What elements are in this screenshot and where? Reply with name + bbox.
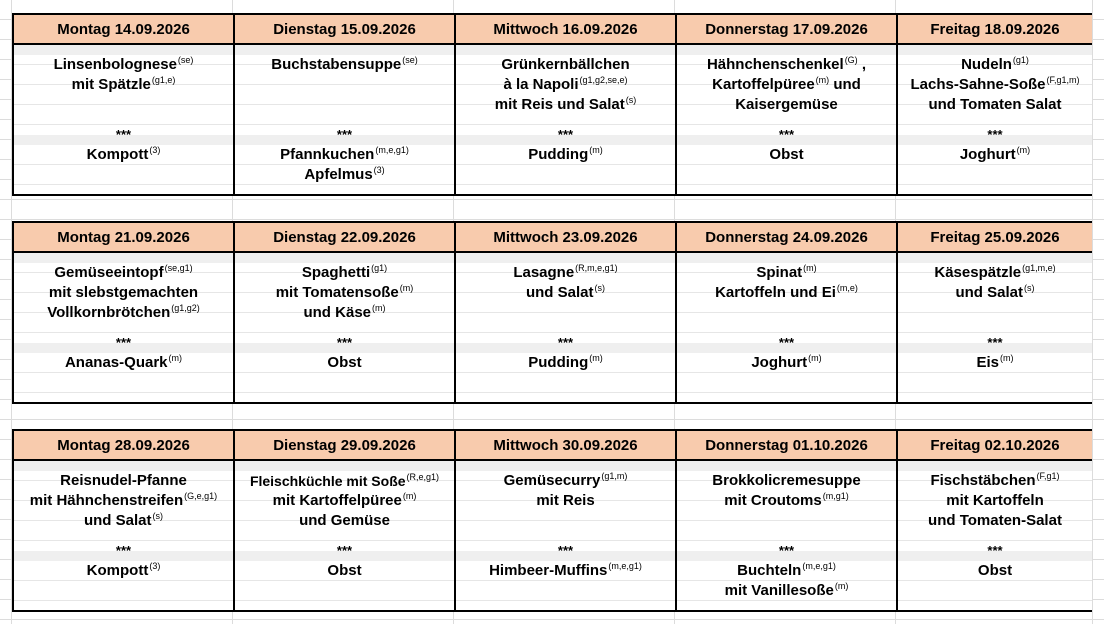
dish-text: und Tomaten Salat <box>928 96 1062 113</box>
day-cell-tuesday[interactable] <box>235 15 456 194</box>
dish-text: und Käse <box>303 304 371 321</box>
dish-line <box>456 491 675 511</box>
dessert <box>456 333 675 373</box>
day-header: Freitag 18.09.2026 <box>898 15 1092 45</box>
separator-band <box>677 253 896 263</box>
dish-line <box>456 95 675 115</box>
dish-text: , <box>861 56 867 73</box>
dish-text: Obst <box>977 562 1013 579</box>
day-cell-friday[interactable] <box>898 431 1092 610</box>
allergen-code: (m) <box>815 75 830 85</box>
dessert-line <box>898 353 1092 373</box>
day-cell-monday[interactable] <box>14 15 235 194</box>
dish-line <box>235 491 454 511</box>
main-dish <box>14 263 233 323</box>
day-header: Donnerstag 17.09.2026 <box>677 15 896 45</box>
dessert-line <box>677 561 896 581</box>
dish-line <box>235 303 454 323</box>
dish-line <box>898 283 1092 303</box>
dessert-line <box>898 145 1092 165</box>
allergen-code: (g1,m,e) <box>1022 263 1056 273</box>
dish-line <box>14 75 233 95</box>
separator-band <box>677 45 896 55</box>
day-header: Dienstag 15.09.2026 <box>235 15 454 45</box>
separator-stars: *** <box>336 543 353 558</box>
dessert <box>235 333 454 373</box>
dish-line <box>898 471 1092 491</box>
day-cell-wednesday[interactable] <box>456 431 677 610</box>
day-header: Donnerstag 24.09.2026 <box>677 223 896 253</box>
dish-line <box>898 75 1092 95</box>
dish-text: Kompott <box>86 562 149 579</box>
dessert <box>235 125 454 185</box>
day-header: Freitag 25.09.2026 <box>898 223 1092 253</box>
dish-text: Fleischküchle mit Soße <box>249 473 406 489</box>
dish-text: mit Reis und Salat <box>494 96 625 113</box>
allergen-code: (m) <box>1000 353 1014 363</box>
dish-text: und Salat <box>955 284 1023 301</box>
separator-stars: *** <box>987 335 1003 350</box>
dessert-line <box>677 353 896 373</box>
dish-text: mit Spätzle <box>71 76 151 93</box>
dish-text: mit Tomatensoße <box>275 284 399 301</box>
allergen-code: (g1,e) <box>151 75 176 85</box>
dish-line <box>677 283 896 303</box>
dish-line <box>235 511 454 531</box>
main-dish <box>456 263 675 303</box>
separator-band <box>14 253 233 263</box>
dessert-line <box>14 145 233 165</box>
dessert <box>677 541 896 601</box>
separator-band <box>898 253 1092 263</box>
day-cell-wednesday[interactable] <box>456 15 677 194</box>
dessert <box>898 125 1092 165</box>
allergen-code: (se,g1) <box>164 263 193 273</box>
allergen-code: (m) <box>803 263 817 273</box>
dish-line <box>898 491 1092 511</box>
allergen-code: (m,e,g1) <box>802 561 836 571</box>
dish-text: Himbeer-Muffins <box>489 562 608 579</box>
dish-line <box>677 263 896 283</box>
dish-text: Kartoffelpüree <box>712 76 815 93</box>
day-header: Mittwoch 23.09.2026 <box>456 223 675 253</box>
dessert-line <box>456 353 675 373</box>
dish-text: Eis <box>976 354 999 371</box>
allergen-code: (se) <box>177 55 194 65</box>
dish-text: Spaghetti <box>301 264 371 281</box>
separator-band <box>898 45 1092 55</box>
dish-text: à la Napoli <box>503 76 579 93</box>
allergen-code: (g1) <box>371 263 388 273</box>
dessert-line <box>235 353 454 373</box>
allergen-code: (m) <box>808 353 822 363</box>
allergen-code: (m) <box>168 353 183 363</box>
day-header: Mittwoch 30.09.2026 <box>456 431 675 461</box>
dish-text: Hähnchenschenkel <box>706 56 844 73</box>
dish-text: und Tomaten-Salat <box>928 512 1062 529</box>
allergen-code: (F,g1,m) <box>1046 75 1080 85</box>
dish-line <box>677 75 896 95</box>
dish-text: mit Kartoffeln <box>946 492 1044 509</box>
menu-body <box>456 253 675 402</box>
dish-text: Brokkolicremesuppe <box>712 472 861 489</box>
dish-text: Lachs-Sahne-Soße <box>910 76 1046 93</box>
dish-text: Grünkernbällchen <box>501 56 630 73</box>
dessert <box>898 541 1092 581</box>
allergen-code: (G,e,g1) <box>184 491 218 501</box>
main-dish <box>235 263 454 323</box>
dish-line <box>235 263 454 283</box>
menu-body <box>235 253 454 402</box>
separator-stars: *** <box>778 127 795 142</box>
main-dish <box>456 55 675 115</box>
main-dish <box>898 471 1092 531</box>
allergen-code: (3) <box>149 145 161 155</box>
dish-text: Käsespätzle <box>934 264 1022 281</box>
dessert <box>677 333 896 373</box>
allergen-code: (R,e,g1) <box>406 472 440 482</box>
main-dish <box>14 471 233 531</box>
menu-body <box>456 461 675 610</box>
main-dish <box>14 55 233 95</box>
main-dish <box>456 471 675 511</box>
dish-line <box>235 471 454 491</box>
separator-stars: *** <box>557 335 574 350</box>
grid-line <box>1092 0 1093 624</box>
menu-body <box>677 45 896 194</box>
dish-text: Joghurt <box>959 146 1016 163</box>
dessert <box>235 541 454 581</box>
separator-stars: *** <box>115 335 132 350</box>
dish-line <box>898 263 1092 283</box>
dessert-line <box>677 145 896 165</box>
day-cell-friday[interactable] <box>898 223 1092 402</box>
separator-stars: *** <box>336 335 353 350</box>
dessert-line <box>677 581 896 601</box>
dish-text: Obst <box>327 562 362 579</box>
menu-body <box>677 253 896 402</box>
dish-line <box>677 491 896 511</box>
separator-stars: *** <box>987 543 1003 558</box>
day-header: Dienstag 22.09.2026 <box>235 223 454 253</box>
dish-text: Joghurt <box>751 354 808 371</box>
dessert <box>677 125 896 165</box>
separator-band <box>235 461 454 471</box>
separator-band <box>14 45 233 55</box>
dish-line <box>14 303 233 323</box>
allergen-code: (R,m,e,g1) <box>575 263 618 273</box>
dessert <box>14 125 233 165</box>
main-dish <box>677 471 896 511</box>
dish-text: Kaisergemüse <box>735 96 838 113</box>
dish-line <box>898 95 1092 115</box>
dish-text: Pudding <box>528 354 589 371</box>
dessert <box>14 333 233 373</box>
allergen-code: (se) <box>402 55 418 65</box>
dessert-line <box>14 561 233 581</box>
separator-stars: *** <box>115 127 132 142</box>
dessert-line <box>235 145 454 165</box>
dish-text: mit Reis <box>536 492 595 509</box>
allergen-code: (s) <box>1024 283 1035 293</box>
dish-line <box>898 511 1092 531</box>
allergen-code: (g1,m) <box>601 471 628 481</box>
separator-band <box>898 461 1092 471</box>
week-table-1 <box>12 13 1092 196</box>
main-dish <box>235 471 454 531</box>
dish-text: Pudding <box>528 146 589 163</box>
dessert <box>898 333 1092 373</box>
dish-text: Reisnudel-Pfanne <box>60 472 187 489</box>
main-dish <box>898 55 1092 115</box>
day-header: Montag 14.09.2026 <box>14 15 233 45</box>
dish-line <box>14 263 233 283</box>
allergen-code: (G) <box>844 55 858 65</box>
allergen-code: (g1,g2,se,e) <box>579 75 628 85</box>
separator-stars: *** <box>115 543 132 558</box>
dish-text: Pfannkuchen <box>280 146 375 163</box>
dish-text: Linsenbolognese <box>53 56 177 73</box>
dish-line <box>677 95 896 115</box>
day-cell-thursday[interactable] <box>677 431 898 610</box>
dish-text: Lasagne <box>513 264 575 281</box>
main-dish <box>677 263 896 303</box>
dish-text: Gemüseeintopf <box>54 264 164 281</box>
dessert <box>456 125 675 165</box>
allergen-code: (3) <box>149 561 161 571</box>
menu-body <box>677 461 896 610</box>
dish-line <box>456 55 675 75</box>
menu-body <box>898 461 1092 610</box>
dish-line <box>14 283 233 303</box>
dish-text: Apfelmus <box>304 166 373 183</box>
allergen-code: (s) <box>594 283 605 293</box>
dish-text: mit Kartoffelpüree <box>272 492 402 509</box>
dish-text: Vollkornbrötchen <box>47 304 171 321</box>
allergen-code: (m,e) <box>836 283 858 293</box>
allergen-code: (m,g1) <box>822 491 849 501</box>
allergen-code: (g1) <box>1012 55 1029 65</box>
menu-body <box>898 45 1092 194</box>
main-dish <box>235 55 454 75</box>
allergen-code: (m) <box>372 303 386 313</box>
dish-text: Buchstabensuppe <box>271 56 402 73</box>
dish-line <box>14 471 233 491</box>
dish-line <box>456 471 675 491</box>
dish-text: Nudeln <box>961 56 1012 73</box>
menu-body <box>14 45 233 194</box>
day-header: Montag 28.09.2026 <box>14 431 233 461</box>
separator-band <box>456 253 675 263</box>
dish-text: Buchteln <box>737 562 802 579</box>
day-header: Montag 21.09.2026 <box>14 223 233 253</box>
dessert-line <box>456 561 675 581</box>
day-cell-friday[interactable] <box>898 15 1092 194</box>
dish-text: und Salat <box>83 512 152 529</box>
allergen-code: (m) <box>834 581 849 591</box>
allergen-code: (s) <box>625 95 637 105</box>
separator-stars: *** <box>778 335 795 350</box>
dessert-line <box>456 145 675 165</box>
menu-body <box>456 45 675 194</box>
dish-text: und Salat <box>525 284 594 301</box>
dish-line <box>456 263 675 283</box>
dish-line <box>14 511 233 531</box>
dish-text: Obst <box>327 354 362 371</box>
separator-band <box>14 461 233 471</box>
menu-body <box>235 45 454 194</box>
day-header: Freitag 02.10.2026 <box>898 431 1092 461</box>
dish-text: und <box>833 76 861 93</box>
dessert-line <box>235 165 454 185</box>
separator-stars: *** <box>336 127 353 142</box>
allergen-code: (m) <box>399 283 414 293</box>
dish-text: Kompott <box>86 146 149 163</box>
day-cell-thursday[interactable] <box>677 15 898 194</box>
dish-line <box>677 471 896 491</box>
dish-line <box>235 55 454 75</box>
separator-stars: *** <box>557 543 574 558</box>
dessert <box>456 541 675 581</box>
allergen-code: (s) <box>152 511 163 521</box>
week-table-2 <box>12 221 1092 404</box>
separator-stars: *** <box>557 127 574 142</box>
dish-line <box>456 283 675 303</box>
main-dish <box>898 263 1092 303</box>
dish-text: mit slebstgemachten <box>48 284 199 301</box>
separator-band <box>456 461 675 471</box>
day-header: Donnerstag 01.10.2026 <box>677 431 896 461</box>
separator-stars: *** <box>778 543 795 558</box>
day-cell-wednesday[interactable] <box>456 223 677 402</box>
dish-text: Kartoffeln und Ei <box>715 284 836 301</box>
separator-stars: *** <box>987 127 1003 142</box>
menu-body <box>235 461 454 610</box>
allergen-code: (F,g1) <box>1036 471 1060 481</box>
dish-line <box>898 55 1092 75</box>
separator-band <box>235 45 454 55</box>
dish-text: mit Vanillesoße <box>724 582 834 599</box>
dish-text: Spinat <box>756 264 803 281</box>
separator-band <box>456 45 675 55</box>
separator-band <box>235 253 454 263</box>
allergen-code: (m) <box>589 145 603 155</box>
main-dish <box>677 55 896 115</box>
allergen-code: (3) <box>373 165 385 175</box>
allergen-code: (m) <box>402 491 417 501</box>
separator-band <box>677 461 896 471</box>
dessert <box>14 541 233 581</box>
menu-body <box>14 461 233 610</box>
dessert-line <box>14 353 233 373</box>
allergen-code: (m) <box>589 353 603 363</box>
dish-line <box>235 283 454 303</box>
allergen-code: (m,e,g1) <box>375 145 409 155</box>
day-cell-tuesday[interactable] <box>235 431 456 610</box>
dish-line <box>456 75 675 95</box>
dessert-line <box>235 561 454 581</box>
dish-text: Gemüsecurry <box>503 472 601 489</box>
day-header: Dienstag 29.09.2026 <box>235 431 454 461</box>
allergen-code: (m) <box>1016 145 1031 155</box>
week-table-3 <box>12 429 1092 612</box>
dish-text: mit Croutoms <box>724 492 822 509</box>
dish-text: Ananas-Quark <box>64 354 168 371</box>
allergen-code: (g1,g2) <box>171 303 200 313</box>
dish-text: Fischstäbchen <box>930 472 1036 489</box>
allergen-code: (m,e,g1) <box>608 561 642 571</box>
day-cell-monday[interactable] <box>14 223 235 402</box>
dish-line <box>677 55 896 75</box>
dish-line <box>14 55 233 75</box>
dish-text: mit Hähnchenstreifen <box>29 492 184 509</box>
dish-text: Obst <box>769 146 804 163</box>
dessert-line <box>898 561 1092 581</box>
day-cell-thursday[interactable] <box>677 223 898 402</box>
day-cell-monday[interactable] <box>14 431 235 610</box>
day-header: Mittwoch 16.09.2026 <box>456 15 675 45</box>
day-cell-tuesday[interactable] <box>235 223 456 402</box>
menu-body <box>898 253 1092 402</box>
dish-text: und Gemüse <box>299 512 390 529</box>
dish-line <box>14 491 233 511</box>
menu-body <box>14 253 233 402</box>
